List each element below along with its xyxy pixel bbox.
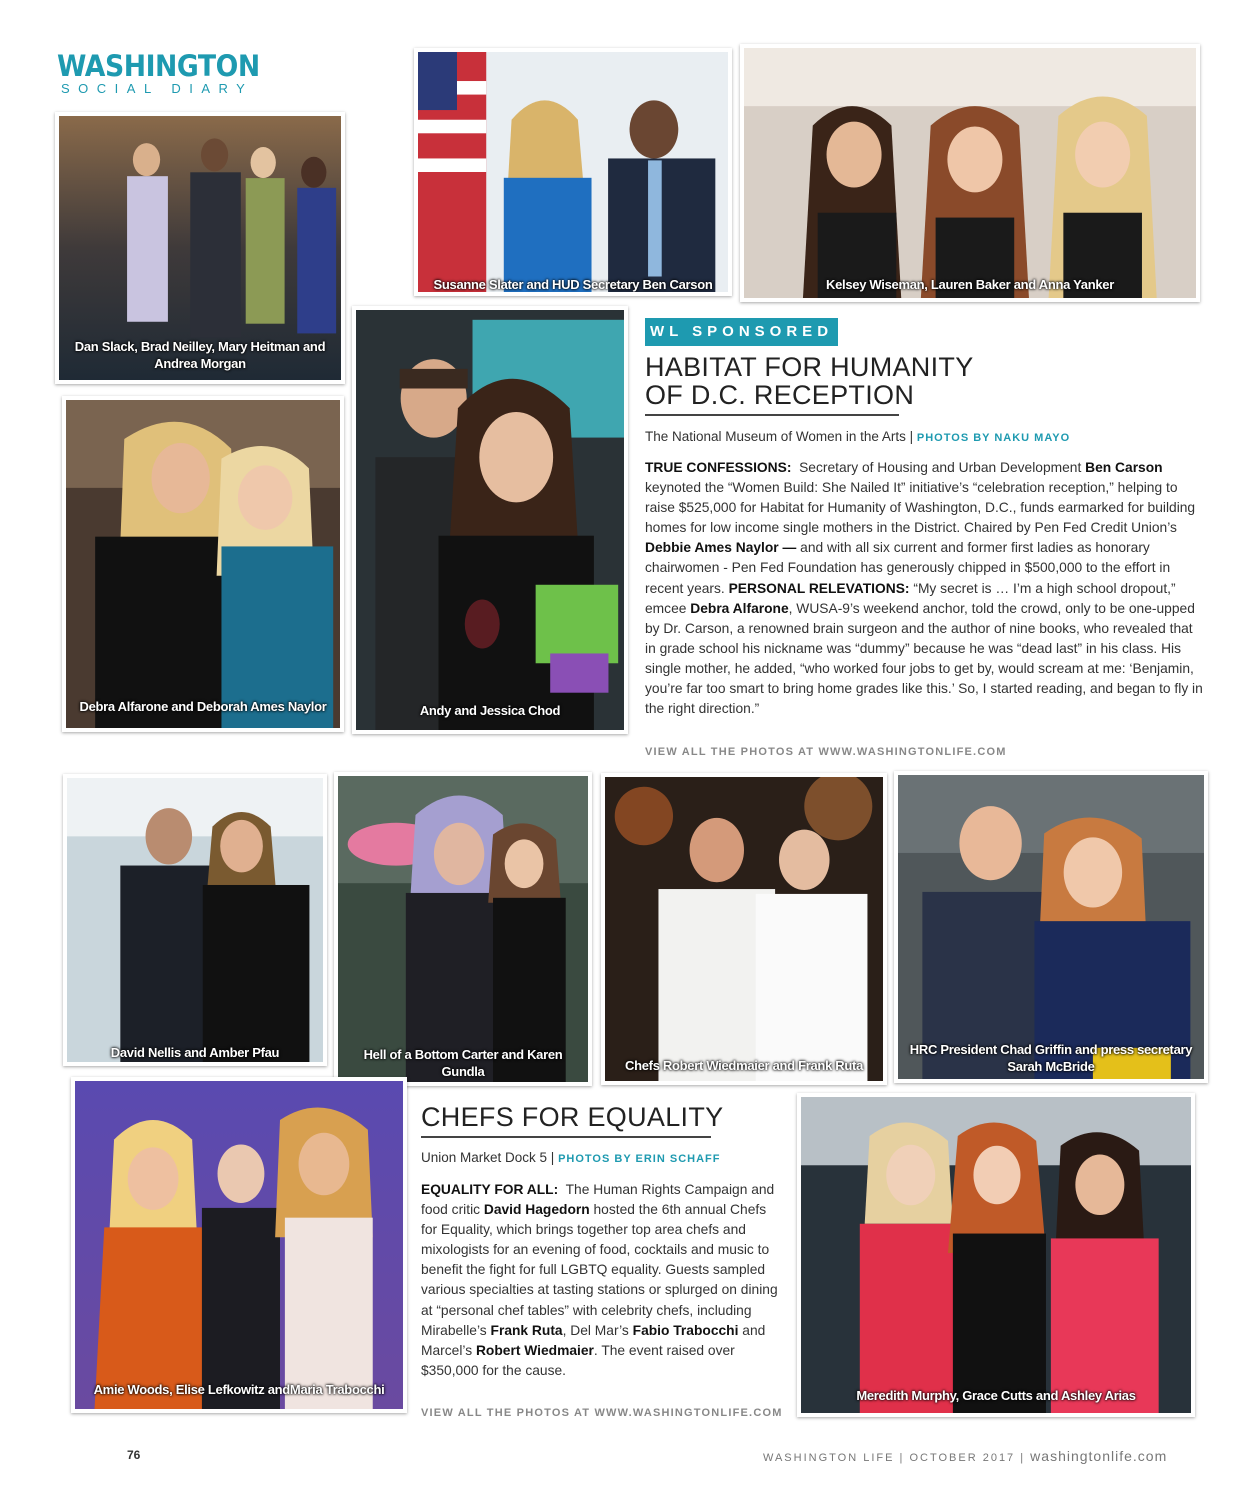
caption-photo-1: Dan Slack, Brad Neilley, Mary Heitman and Andrea Morgan [74,339,326,371]
footer-separator-1: | [899,1452,905,1464]
article2-photo-credit: PHOTOS BY ERIN SCHAFF [558,1153,721,1165]
article2-body: EQUALITY FOR ALL: The Human Rights Campaign and food critic David Hagedorn hosted the 6th annual Chefs for Equality, which brings together top area chefs and mixologists for an evening of food, cocktails and music to benefit the fight for full LGBTQ equality. Guests sampled various specialties at tasting stations or splurged on dining at “personal chef tables” with celebrity chefs, including Mirabelle’s Frank Ruta, Del Mar’s Fabio Trabocchi and Marcel’s Robert Wiedmaier. The event raised over $350,000 for the cause. [421,1182,778,1378]
article1-headline-rule [645,414,899,416]
article2-headline-rule [421,1136,711,1138]
photo-kelsey-wiseman-group [740,44,1200,302]
masthead-title: WASHINGTON [57,49,260,83]
footer-site[interactable]: washingtonlife.com [1030,1448,1168,1464]
caption-photo-11: Meredith Murphy, Grace Cutts and Ashley Arias [856,1388,1136,1403]
photo-susanne-slater-ben-carson [414,48,732,296]
article1-body: TRUE CONFESSIONS: Secretary of Housing and Urban Development Ben Carson keynoted the “Women Build: She Nailed It” initiative’s “celebration reception,” helping to raise $525,000 for Habitat for Humanity of Washington, D.C., funds earmarked for building homes for low income single mothers in the District. Chaired by Pen Fed Credit Union’s Debbie Ames Naylor — and with all six current and former first ladies as honorary chairwomen - Pen Fed Foundation has generously chipped in $500,000 to the effort in recent years. PERSONAL RELEVATIONS: “My secret is … I’m a high school dropout,” emcee Debra Alfarone, WUSA-9’s weekend anchor, told the crowd, only to be one-upped by Dr. Carson, a renowned brain surgeon and the author of nine books, who revealed that in grade school his nickname was “dummy” because he was “dead last” in his class. His single mother, he added, “who worked four jobs to get by, would scream at me: ‘Benjamin, you’re far too smart to bring home grades like this.’ So, I started reading, and began to fly in the right direction.” [645,460,1203,717]
caption-photo-9: HRC President Chad Griffin and press secretary Sarah McBride [909,1042,1193,1074]
wl-sponsored-tag: WL SPONSORED [645,318,838,346]
caption-photo-2: Susanne Slater and HUD Secretary Ben Carson [433,277,713,292]
page-number: 76 [127,1448,141,1462]
article1-headline-line2: OF D.C. RECEPTION [645,380,915,410]
caption-photo-4: Debra Alfarone and Deborah Ames Naylor [79,699,327,714]
caption-photo-6: David Nellis and Amber Pfau [110,1045,280,1060]
photo-david-nellis-amber-pfau [63,774,327,1066]
footer-issue: OCTOBER 2017 [909,1452,1016,1464]
photo-hell-of-a-bottom-carter-karen-gundla [334,772,592,1086]
photo-dan-slack-group [55,112,345,384]
footer-line [763,1448,1167,1464]
caption-photo-7: Hell of a Bottom Carter and Karen Gundla [363,1047,563,1079]
footer-separator-2: | [1020,1452,1026,1464]
caption-photo-10: Amie Woods, Elise Lefkowitz andMaria Trabocchi [93,1382,385,1397]
article1-photo-credit: PHOTOS BY NAKU MAYO [916,432,1071,444]
footer-magazine: WASHINGTON LIFE [763,1452,895,1464]
photo-debra-alfarone-deborah-naylor [62,396,344,732]
photo-chefs-wiedmaier-ruta [601,773,887,1085]
caption-photo-5: Andy and Jessica Chod [419,703,561,718]
article2-byline [421,1150,720,1165]
article2-headline: CHEFS FOR EQUALITY [421,1102,724,1132]
photo-amie-woods-group [71,1077,407,1413]
photo-andy-jessica-chod [352,306,628,734]
article1-view-all-link[interactable]: VIEW ALL THE PHOTOS AT WWW.WASHINGTONLIFE.COM [645,746,1007,758]
article1-byline [645,429,1070,444]
article2-view-all-link[interactable]: VIEW ALL THE PHOTOS AT WWW.WASHINGTONLIFE.COM [421,1407,783,1419]
caption-photo-3: Kelsey Wiseman, Lauren Baker and Anna Yanker [826,277,1114,292]
caption-photo-8: Chefs Robert Wiedmaier and Frank Ruta [625,1058,863,1073]
photo-meredith-murphy-group [797,1093,1195,1417]
article1-venue: The National Museum of Women in the Arts | [645,429,914,444]
photo-chad-griffin-sarah-mcbride [894,771,1208,1083]
article2-venue: Union Market Dock 5 | [421,1150,555,1165]
masthead-subtitle: SOCIAL DIARY [61,81,254,96]
article1-headline-line1: HABITAT FOR HUMANITY [645,352,974,382]
